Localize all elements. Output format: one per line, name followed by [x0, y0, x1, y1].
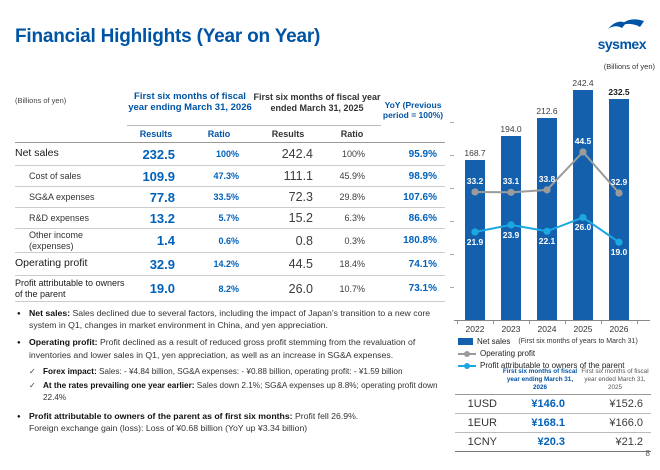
cell-yoy: 86.6%: [408, 212, 437, 224]
fx-currency-label: 1CNY: [467, 435, 497, 448]
legend-label-operating-profit: Operating profit: [480, 349, 536, 358]
cell-ratio-2025: 29.8%: [339, 192, 365, 202]
subheader-results-2026: Results: [139, 129, 173, 139]
sysmex-logo-text: sysmex: [597, 36, 646, 52]
legend-label-profit-attributable: Profit attributable to owners of the parent: [480, 361, 625, 370]
note-item: [15, 336, 449, 360]
line-value-label: 44.5: [574, 135, 592, 146]
line-point: [507, 189, 514, 196]
table-row: [15, 208, 445, 229]
cell-ratio-2026: 14.2%: [213, 259, 239, 269]
table-row: [15, 187, 445, 208]
cell-results-2025: 26.0: [288, 281, 313, 296]
line-point: [543, 228, 550, 235]
cell-yoy: 98.9%: [408, 170, 437, 182]
fx-currency-label: 1EUR: [467, 416, 497, 429]
note-bold-text: At the rates prevailing one year earlier:: [43, 381, 195, 391]
cell-results-2025: 44.5: [288, 257, 313, 271]
cell-results-2025: 15.2: [288, 211, 313, 225]
row-label: SG&A expenses: [29, 191, 95, 202]
cell-ratio-2025: 18.4%: [339, 259, 365, 269]
notes: [15, 307, 449, 439]
col-group-2026: First six months of fiscal year ending March 31, 2026: [127, 80, 253, 126]
fx-rate-2025: ¥152.6: [609, 397, 643, 410]
fx-rate-2026: ¥168.1: [531, 416, 565, 429]
note-item: [29, 366, 449, 377]
x-axis-label: 2024: [537, 324, 557, 334]
note-bold-text: Profit attributable to owners of the parent as of first six months:: [29, 411, 293, 422]
fx-rate-2026: ¥146.0: [531, 397, 565, 410]
fx-table-header: [455, 368, 651, 395]
bar-value-label: 242.4: [572, 77, 594, 88]
subheader-results-2025: Results: [271, 129, 305, 139]
check-icon: ✓: [29, 366, 36, 376]
chart-lines: [450, 62, 655, 334]
cell-ratio-2026: 5.7%: [218, 213, 239, 223]
line-value-label: 23.9: [502, 229, 520, 240]
bar-value-label: 212.6: [536, 106, 558, 117]
line-value-label: 33.2: [466, 175, 484, 186]
table-row: [15, 229, 445, 253]
x-axis-label: 2022: [465, 324, 485, 334]
cell-ratio-2026: 47.3%: [213, 171, 239, 181]
cell-ratio-2025: 100%: [341, 149, 365, 159]
cell-ratio-2025: 0.3%: [344, 235, 365, 246]
cell-ratio-2026: 100%: [215, 149, 239, 159]
page-number: 8: [645, 449, 650, 458]
fx-header-2026: First six months of fiscal year ending March 31, 2026: [502, 368, 578, 391]
col-group-2025: First six months of fiscal year ended March 31, 2025: [253, 80, 381, 126]
line-point: [543, 186, 550, 193]
line-point: [615, 239, 622, 246]
fx-rate-2025: ¥21.2: [615, 435, 643, 448]
subheader-ratio-2025: Ratio: [340, 129, 364, 139]
note-text: Operating profit: Profit declined as a result of reduced gross profit stemming from the revaluation of inventories and lower sales in Q1, yen appreciation, as well as an increase in SG&A expenses.: [29, 337, 416, 360]
col-group-yoy: YoY (Previous period = 100%): [382, 99, 444, 120]
bullet-icon: ●: [17, 311, 21, 317]
note-item: [15, 410, 449, 434]
page-title: Financial Highlights (Year on Year): [15, 26, 321, 47]
chart-plot: [450, 62, 655, 334]
table-row: [15, 166, 445, 187]
check-icon: ✓: [29, 381, 36, 391]
note-text: Net sales: Sales declined due to several factors, including the impact of Japan’s transition to a new core system in Q1, changes in market environment in China, and yen appreciation.: [29, 308, 431, 331]
line-point: [615, 189, 622, 196]
x-axis-label: 2025: [573, 324, 593, 334]
cell-results-2026: 13.2: [149, 210, 175, 226]
cell-ratio-2026: 0.6%: [218, 235, 239, 246]
line-point: [507, 221, 514, 228]
chart-units-label: (Billions of yen): [603, 62, 655, 71]
cell-ratio-2026: 8.2%: [218, 283, 239, 294]
operating-profit-legend-marker-icon: [458, 350, 476, 358]
line-point: [471, 188, 478, 195]
row-label: Net sales: [15, 147, 59, 160]
line-value-label: 19.0: [610, 247, 628, 258]
chart-legend: [450, 337, 655, 370]
line-point: [579, 148, 586, 155]
table-row: [15, 276, 445, 302]
line-value-label: 33.8: [538, 173, 556, 184]
cell-yoy: 180.8%: [403, 235, 437, 246]
cell-ratio-2025: 6.3%: [344, 213, 365, 223]
note-second-line: Foreign exchange gain (loss): Loss of ¥0.68 billion (YoY up ¥3.34 billion): [29, 423, 308, 434]
fx-row: [455, 414, 651, 433]
fx-header-2025: First six months of fiscal year ended March 31, 2025: [581, 368, 649, 391]
legend-item-operating-profit: [458, 349, 655, 358]
note-item: [15, 307, 449, 331]
cell-results-2025: 0.8: [295, 233, 313, 248]
x-axis-label: 2026: [609, 324, 629, 334]
cell-results-2026: 1.4: [156, 233, 175, 248]
cell-yoy: 74.1%: [408, 258, 437, 270]
cell-results-2026: 232.5: [142, 146, 175, 162]
line-value-label: 22.1: [538, 236, 556, 247]
cell-results-2026: 77.8: [149, 189, 175, 205]
row-label: R&D expenses: [29, 212, 90, 223]
line-value-label: 26.0: [574, 222, 592, 233]
fx-rate-2025: ¥166.0: [609, 416, 643, 429]
financial-table-rows: [15, 143, 445, 302]
table-row: [15, 143, 445, 166]
bullet-icon: ●: [17, 340, 21, 347]
note-item: [29, 380, 449, 403]
sysmex-logo: [574, 16, 646, 50]
legend-item-net-sales: [458, 337, 655, 346]
cell-ratio-2025: 45.9%: [339, 171, 365, 181]
note-text: Forex impact: Sales: - ¥4.84 billion, SG&A expenses: - ¥0.88 billion, operating profit: - ¥1.59 billion: [43, 366, 403, 376]
line-point: [579, 214, 586, 221]
subheader-ratio-2026: Ratio: [207, 129, 231, 139]
table-row: [15, 253, 445, 276]
sysmex-logo-icon: [606, 16, 646, 34]
net-sales-legend-swatch-icon: [458, 338, 473, 345]
bullet-icon: ●: [17, 414, 21, 421]
cell-yoy: 107.6%: [403, 191, 437, 203]
cell-results-2025: 242.4: [281, 147, 313, 161]
note-text: At the rates prevailing one year earlier: Sales down 2.1%; SG&A expenses up 8.8%; operating profit down 22.4%: [43, 381, 438, 402]
x-axis-label: 2023: [501, 324, 521, 334]
line-value-label: 21.9: [466, 236, 484, 247]
row-label: Operating profit: [15, 257, 88, 270]
cell-yoy: 73.1%: [408, 283, 437, 294]
note-text: Profit attributable to owners of the parent as of first six months: Profit fell 26.9%. Foreign exchange gain (loss): Loss of ¥0.68 billion (YoY up ¥3.34 billion): [29, 411, 359, 434]
cell-results-2025: 111.1: [283, 169, 313, 183]
chart-footnote: (First six months of years to March 31): [518, 338, 638, 345]
line-value-label: 32.9: [610, 177, 628, 188]
fx-rate-2026: ¥20.3: [537, 435, 565, 448]
subheader-row: [15, 126, 445, 143]
cell-results-2026: 32.9: [149, 256, 175, 272]
note-bold-text: Operating profit:: [29, 337, 98, 348]
fx-currency-label: 1USD: [467, 397, 497, 410]
fx-row: [455, 395, 651, 414]
financial-table: [15, 80, 445, 302]
cell-ratio-2025: 10.7%: [339, 283, 365, 294]
row-label: Profit attributable to owners of the parent: [15, 278, 125, 299]
fx-row: [455, 433, 651, 452]
cell-ratio-2026: 33.5%: [213, 192, 239, 202]
fx-table-rows: [455, 395, 651, 452]
cell-yoy: 95.9%: [408, 148, 437, 160]
note-bold-text: Net sales:: [29, 308, 71, 318]
cell-results-2026: 19.0: [149, 281, 175, 296]
cell-results-2025: 72.3: [288, 190, 313, 204]
line-point: [471, 228, 478, 235]
note-bold-text: Forex impact:: [43, 366, 97, 376]
financial-table-header: [15, 80, 445, 143]
cell-results-2026: 109.9: [142, 168, 175, 184]
fx-table: [455, 368, 651, 452]
row-label: Cost of sales: [29, 170, 82, 181]
units-label: (Billions of yen): [15, 96, 67, 105]
bar-value-label: 194.0: [500, 123, 522, 134]
bar-value-label: 232.5: [608, 87, 630, 98]
line-value-label: 33.1: [502, 176, 520, 187]
chart: [450, 62, 655, 373]
legend-label-net-sales: Net sales: [477, 337, 511, 346]
row-label: Other income (expenses): [29, 230, 84, 251]
bar-value-label: 168.7: [464, 147, 486, 158]
